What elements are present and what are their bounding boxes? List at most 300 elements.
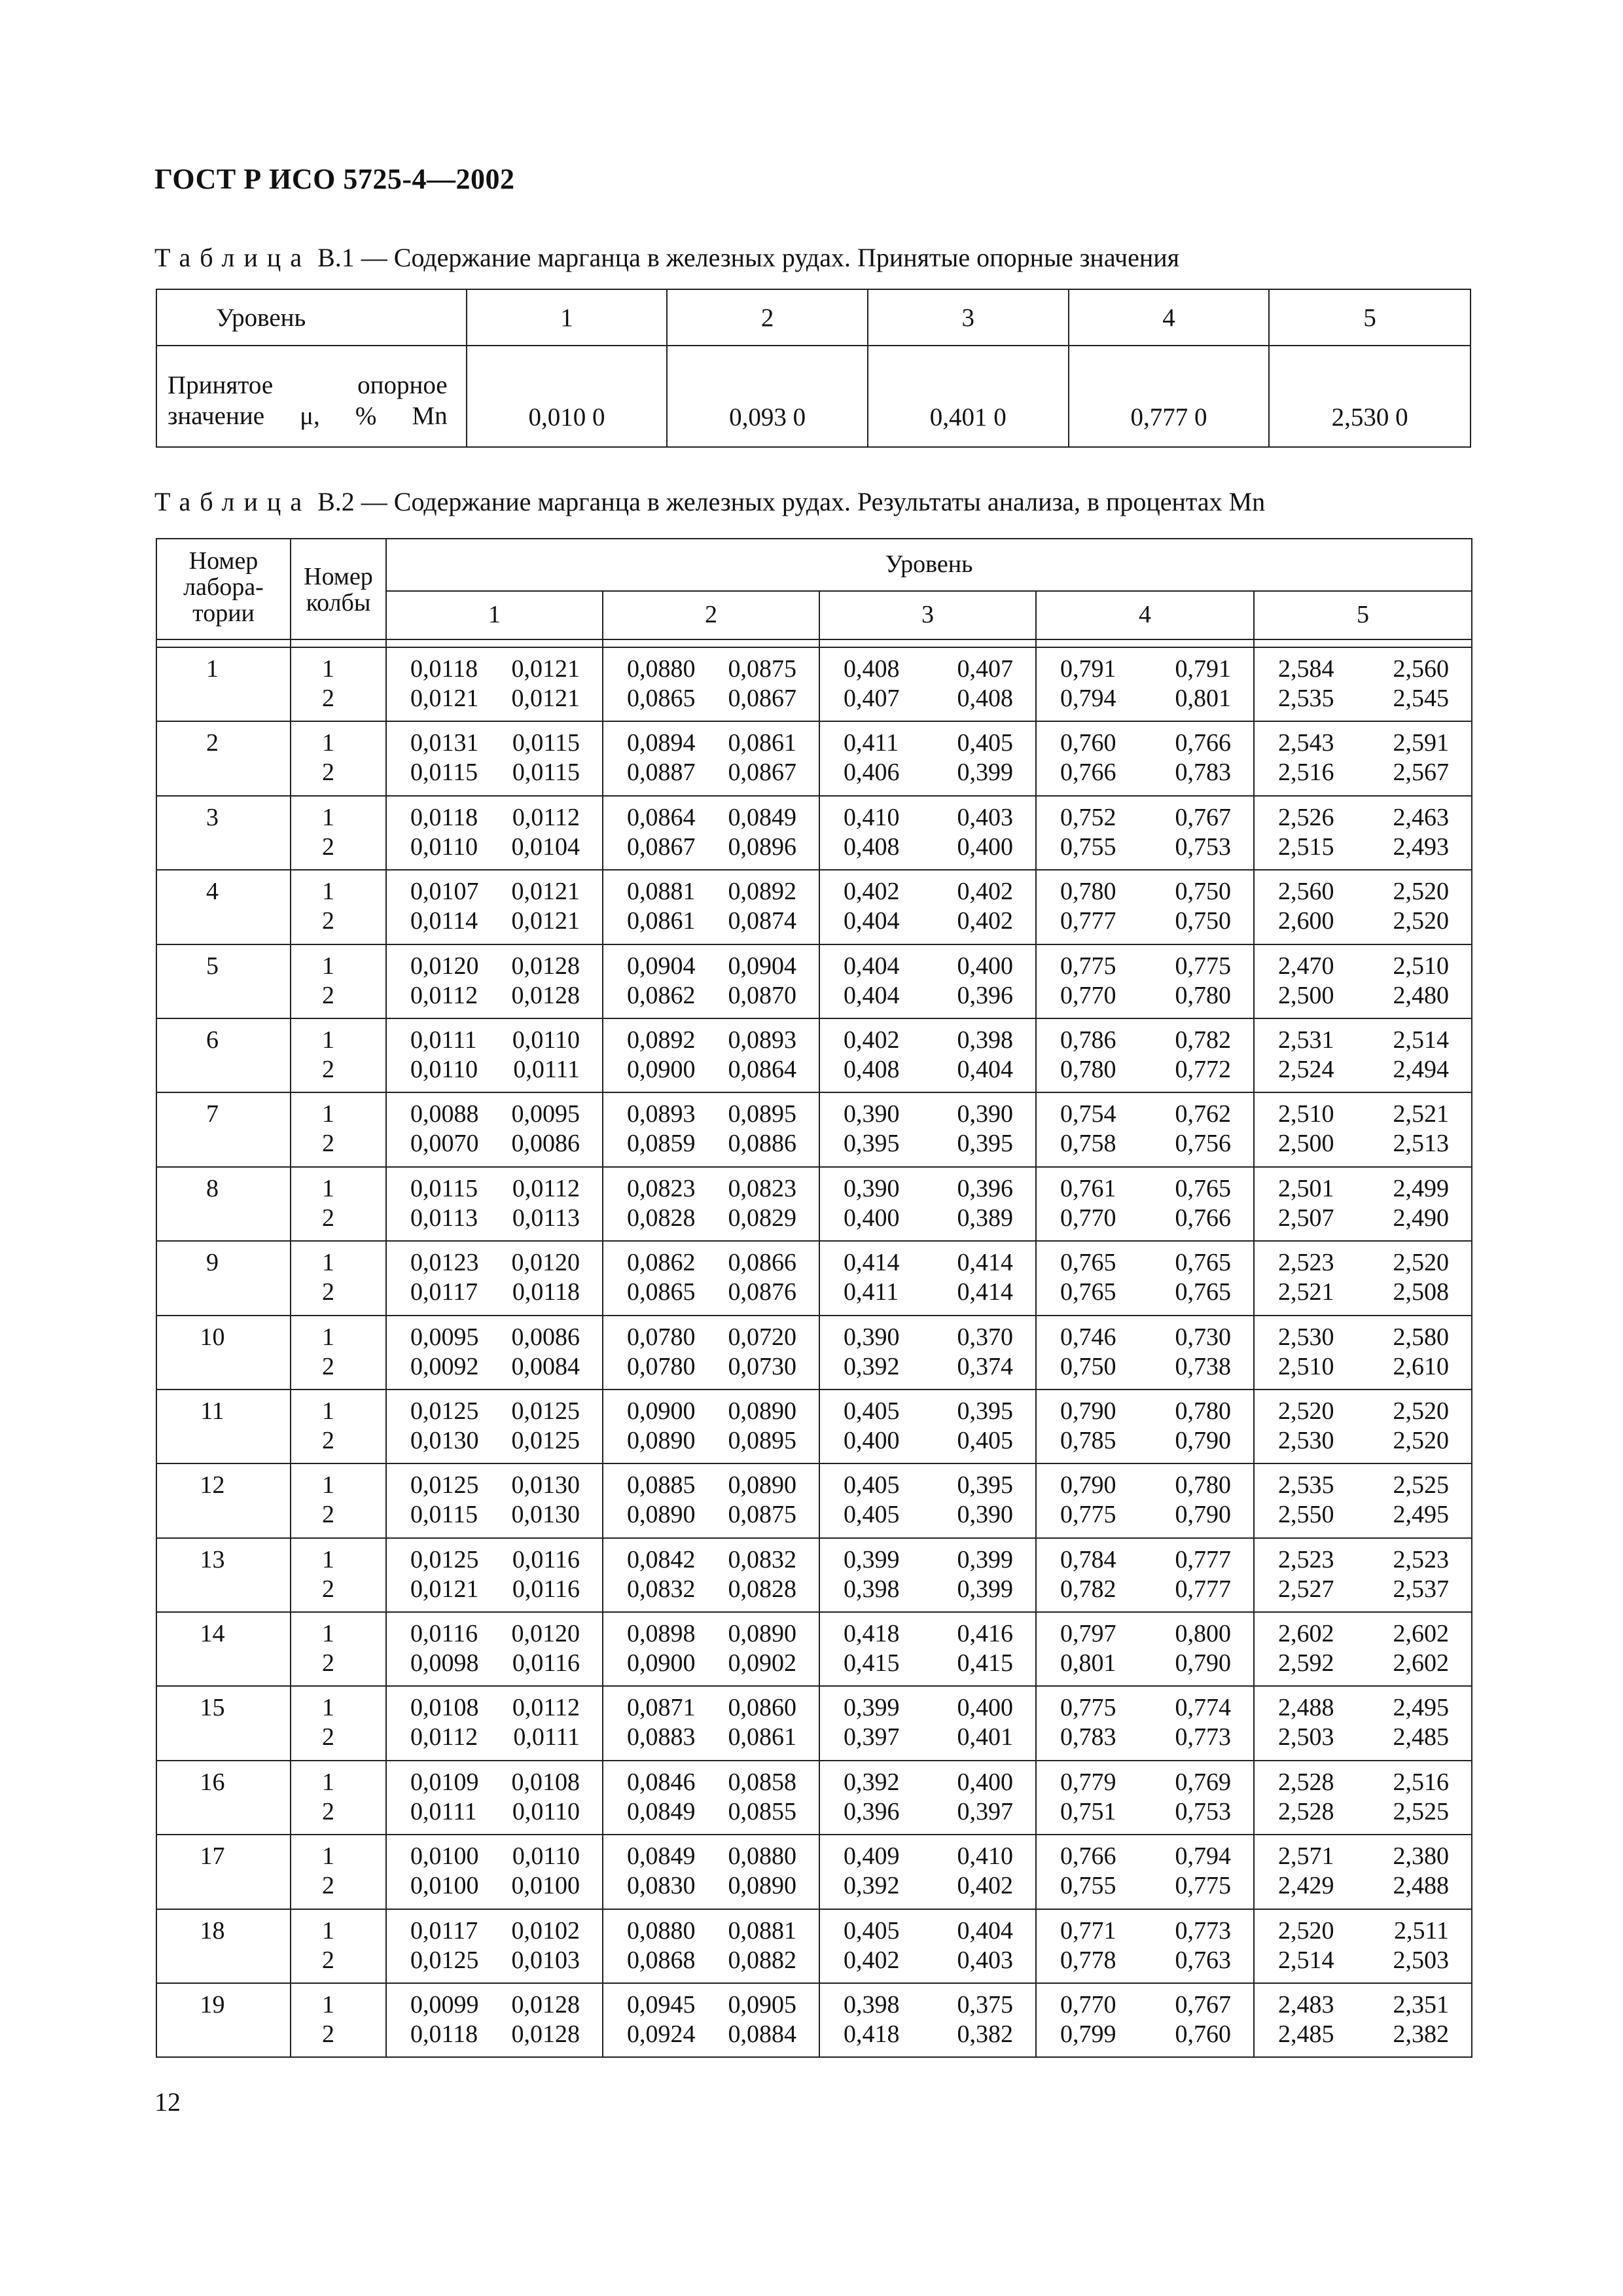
flask1-results (387, 1174, 602, 1204)
level-2-results (603, 796, 819, 870)
result-value: 0,399 (844, 1545, 900, 1573)
result-value: 0,786 (1060, 1026, 1116, 1054)
table2-level-number: 4 (1036, 591, 1254, 639)
table2-lab-header-line3: тории (192, 599, 255, 627)
result-value: 0,415 (844, 1649, 900, 1677)
result-value: 0,0900 (627, 1397, 696, 1425)
result-value: 0,0095 (410, 1323, 479, 1351)
result-value: 0,0123 (410, 1249, 479, 1277)
result-value: 0,0866 (728, 1249, 796, 1277)
result-value: 0,0125 (410, 1946, 479, 1974)
flask1-results (603, 1619, 819, 1649)
result-value: 0,0128 (511, 2020, 580, 2049)
result-value: 0,780 (1060, 878, 1116, 906)
lab-number: 11 (156, 1390, 291, 1463)
table2-lab-header-line1: Номер (188, 547, 259, 575)
result-value: 0,0882 (728, 1946, 796, 1974)
table2-flask-header-line1: Номер (304, 563, 373, 590)
result-value: 0,0880 (627, 655, 696, 683)
result-value: 2,528 (1278, 1768, 1334, 1796)
lab-number: 10 (156, 1316, 291, 1390)
flask2-results (387, 1426, 602, 1456)
result-value: 0,0118 (410, 2020, 478, 2049)
flask2-results (603, 1723, 819, 1752)
result-value: 2,429 (1278, 1872, 1334, 1900)
result-value: 2,494 (1393, 1055, 1450, 1083)
flask2-results (820, 1055, 1035, 1085)
level-1-results (386, 1241, 603, 1315)
result-value: 0,410 (957, 1842, 1013, 1871)
result-value: 2,500 (1278, 1130, 1334, 1158)
result-value: 0,760 (1175, 2020, 1231, 2049)
level-2-results (603, 1538, 819, 1612)
result-value: 0,0120 (511, 1249, 580, 1277)
result-value: 0,0121 (511, 878, 580, 906)
result-value: 0,0099 (410, 1991, 479, 2019)
result-value: 0,396 (957, 981, 1013, 1009)
result-value: 0,0865 (627, 1278, 696, 1306)
result-value: 0,396 (957, 1174, 1013, 1202)
level-4-results (1036, 1612, 1254, 1686)
flask1-results (387, 877, 602, 906)
flask-number: 1 (322, 1545, 334, 1573)
table-row (156, 796, 1472, 870)
flask2-results (1037, 906, 1253, 936)
flask2-results (1037, 1278, 1253, 1307)
flask-numbers (291, 1983, 386, 2057)
flask2-results (1255, 1129, 1471, 1158)
flask2-results (1037, 1723, 1253, 1752)
flask2-results (820, 833, 1035, 862)
flask2-results (820, 1723, 1035, 1752)
result-value: 2,520 (1278, 1397, 1334, 1425)
flask2-results (387, 1129, 602, 1158)
result-value: 2,602 (1278, 1620, 1334, 1648)
result-value: 0,0890 (728, 1620, 796, 1648)
flask2-results (820, 1946, 1035, 1975)
result-value: 0,0131 (410, 729, 479, 757)
result-value: 0,791 (1060, 655, 1116, 683)
result-value: 0,374 (957, 1352, 1013, 1380)
flask2-results (603, 1797, 819, 1827)
result-value: 0,407 (957, 655, 1013, 683)
flask-number: 2 (322, 1204, 334, 1232)
result-value: 0,0887 (627, 759, 696, 787)
result-value: 0,390 (844, 1323, 900, 1351)
result-value: 2,516 (1393, 1768, 1450, 1796)
flask2-results (1037, 833, 1253, 862)
result-value: 0,0110 (512, 1842, 580, 1871)
flask2-results (820, 981, 1035, 1011)
result-value: 0,0120 (511, 1620, 580, 1648)
flask2-results (387, 981, 602, 1011)
page-number: 12 (154, 2087, 181, 2117)
level-5-results (1254, 1909, 1472, 1983)
result-value: 0,771 (1060, 1916, 1116, 1945)
result-value: 0,405 (957, 729, 1013, 757)
result-value: 0,0900 (627, 1055, 696, 1083)
flask1-results (603, 655, 819, 684)
result-value: 0,0900 (627, 1649, 696, 1677)
result-value: 0,409 (844, 1842, 900, 1871)
level-3-results (819, 1612, 1036, 1686)
table-row (156, 1018, 1472, 1092)
level-1-results (386, 721, 603, 795)
flask1-results (820, 1990, 1035, 2020)
level-1-results (386, 870, 603, 944)
flask2-results (1037, 1797, 1253, 1827)
result-value: 0,0102 (511, 1916, 580, 1945)
result-value: 0,0881 (627, 878, 696, 906)
table2-caption-text: В.2 — Содержание марганца в железных рудах. Результаты анализа, в процентах Mn (317, 487, 1266, 516)
result-value: 2,537 (1393, 1575, 1450, 1603)
result-value: 0,0849 (627, 1842, 696, 1871)
result-value: 0,395 (957, 1397, 1013, 1425)
flask-number: 2 (322, 1352, 334, 1380)
result-value: 0,0088 (410, 1100, 479, 1128)
result-value: 0,401 (957, 1723, 1013, 1751)
flask-numbers (291, 1463, 386, 1537)
result-value: 0,790 (1060, 1471, 1116, 1499)
flask1-results (1037, 1100, 1253, 1129)
result-value: 0,0110 (410, 1055, 478, 1083)
result-value: 0,790 (1175, 1501, 1231, 1529)
level-1-results (386, 1390, 603, 1463)
result-value: 2,514 (1278, 1946, 1334, 1974)
result-value: 0,0112 (512, 1174, 580, 1202)
result-value: 2,591 (1393, 729, 1450, 757)
result-value: 2,470 (1278, 952, 1334, 980)
result-value: 0,0100 (511, 1872, 580, 1900)
result-value: 0,0890 (728, 1397, 796, 1425)
flask2-results (1037, 1946, 1253, 1975)
level-5-results (1254, 1241, 1472, 1315)
level-5-results (1254, 1538, 1472, 1612)
result-value: 0,0118 (410, 803, 478, 831)
lab-number: 12 (156, 1463, 291, 1537)
result-value: 0,397 (844, 1723, 900, 1751)
flask2-results (1255, 981, 1471, 1011)
result-value: 2,520 (1393, 1397, 1450, 1425)
level-3-results (819, 721, 1036, 795)
table2-level-number: 5 (1254, 591, 1472, 639)
flask1-results (603, 728, 819, 758)
result-value: 0,0861 (627, 907, 696, 935)
lab-number: 2 (156, 721, 291, 795)
result-value: 2,493 (1393, 833, 1450, 861)
result-value: 2,508 (1393, 1278, 1450, 1306)
table-row (156, 1761, 1472, 1835)
level-4-results (1036, 1983, 1254, 2057)
table2-flask-header-line2: колбы (306, 588, 371, 617)
result-value: 2,490 (1393, 1204, 1450, 1232)
level-1-results (386, 1761, 603, 1835)
flask-number: 2 (322, 1797, 334, 1825)
result-value: 2,485 (1393, 1723, 1450, 1751)
result-value: 0,777 (1175, 1545, 1231, 1573)
result-value: 0,0111 (513, 1723, 580, 1751)
result-value: 0,0875 (728, 655, 796, 683)
flask2-results (387, 1871, 602, 1901)
result-value: 0,0893 (728, 1026, 796, 1054)
flask1-results (1255, 1619, 1471, 1649)
result-value: 0,408 (844, 833, 900, 861)
result-value: 2,520 (1278, 1916, 1334, 1945)
flask-numbers (291, 1835, 386, 1909)
flask1-results (1037, 655, 1253, 684)
result-value: 0,0893 (627, 1100, 696, 1128)
flask1-results (820, 655, 1035, 684)
result-value: 0,753 (1175, 833, 1231, 861)
result-value: 0,0880 (728, 1842, 796, 1871)
result-value: 0,418 (844, 2020, 900, 2049)
flask1-results (1037, 1323, 1253, 1352)
result-value: 0,0884 (728, 2020, 796, 2049)
result-value: 0,770 (1060, 1204, 1116, 1232)
result-value: 0,0112 (512, 1694, 580, 1722)
level-5-results (1254, 1983, 1472, 2057)
table-row (156, 1390, 1472, 1463)
flask-number: 1 (322, 1620, 334, 1648)
level-5-results (1254, 1835, 1472, 1909)
flask1-results (1037, 1693, 1253, 1723)
flask-numbers (291, 1241, 386, 1315)
flask-number: 1 (322, 1916, 334, 1945)
flask2-results (820, 906, 1035, 936)
flask1-results (603, 1545, 819, 1575)
flask2-results (1255, 1723, 1471, 1752)
table-row (156, 1241, 1472, 1315)
result-value: 0,0095 (511, 1100, 580, 1128)
lab-number: 8 (156, 1167, 291, 1241)
table-row (156, 944, 1472, 1018)
flask1-results (820, 1174, 1035, 1204)
flask-numbers (291, 1612, 386, 1686)
result-value: 0,779 (1060, 1768, 1116, 1796)
flask1-results (820, 1545, 1035, 1575)
result-value: 0,400 (844, 1426, 900, 1454)
level-3-results (819, 1167, 1036, 1241)
result-value: 2,531 (1278, 1026, 1334, 1054)
flask1-results (1037, 1397, 1253, 1426)
result-value: 0,395 (957, 1130, 1013, 1158)
table-row (156, 1167, 1472, 1241)
level-1-results (386, 1463, 603, 1537)
level-1-results (386, 1983, 603, 2057)
flask2-results (1037, 758, 1253, 787)
result-value: 0,382 (957, 2020, 1013, 2049)
level-3-results (819, 1463, 1036, 1537)
result-value: 0,408 (844, 655, 900, 683)
flask-numbers (291, 944, 386, 1018)
result-value: 0,411 (844, 1278, 899, 1306)
flask1-results (387, 1545, 602, 1575)
result-value: 0,0864 (627, 803, 696, 831)
result-value: 0,0874 (728, 907, 796, 935)
flask1-results (387, 1768, 602, 1797)
result-value: 0,780 (1175, 1471, 1231, 1499)
flask-number: 2 (322, 833, 334, 861)
flask2-results (1037, 981, 1253, 1011)
flask1-results (387, 1842, 602, 1871)
result-value: 0,0862 (627, 981, 696, 1009)
flask1-results (1255, 1100, 1471, 1129)
result-value: 0,400 (957, 952, 1013, 980)
result-value: 0,0118 (410, 655, 478, 683)
level-4-results (1036, 1092, 1254, 1166)
result-value: 0,783 (1060, 1723, 1116, 1751)
level-3-results (819, 1909, 1036, 1983)
flask2-results (603, 833, 819, 862)
flask1-results (1037, 1471, 1253, 1500)
result-value: 0,0780 (627, 1352, 696, 1380)
flask1-results (603, 1916, 819, 1946)
flask1-results (1037, 1916, 1253, 1946)
flask2-results (1037, 1204, 1253, 1233)
result-value: 0,0895 (728, 1426, 796, 1454)
flask-number: 2 (322, 759, 334, 787)
flask1-results (820, 1323, 1035, 1352)
result-value: 0,415 (957, 1649, 1013, 1677)
result-value: 0,0114 (410, 907, 478, 935)
result-value: 0,765 (1175, 1249, 1231, 1277)
flask1-results (1255, 952, 1471, 981)
flask1-results (603, 877, 819, 906)
flask-number: 2 (322, 981, 334, 1009)
result-value: 0,774 (1175, 1694, 1231, 1722)
result-value: 2,516 (1278, 759, 1334, 787)
result-value: 0,801 (1060, 1649, 1116, 1677)
result-value: 0,0860 (728, 1694, 796, 1722)
level-1-results (386, 1316, 603, 1390)
result-value: 2,488 (1278, 1694, 1334, 1722)
table2-analysis-results (156, 538, 1472, 2058)
result-value: 2,463 (1393, 803, 1450, 831)
level-5-results (1254, 721, 1472, 795)
result-value: 0,0111 (410, 1797, 477, 1825)
level-4-results (1036, 1241, 1254, 1315)
result-value: 0,775 (1060, 1501, 1116, 1529)
result-value: 2,535 (1278, 685, 1334, 712)
level-2-results (603, 1241, 819, 1315)
result-value: 0,0121 (410, 1575, 479, 1603)
result-value: 0,0108 (410, 1694, 479, 1722)
result-value: 0,751 (1060, 1797, 1116, 1825)
level-4-results (1036, 796, 1254, 870)
result-value: 0,770 (1060, 1991, 1116, 2019)
result-value: 0,398 (957, 1026, 1013, 1054)
result-value: 2,521 (1393, 1100, 1450, 1128)
result-value: 0,404 (844, 952, 900, 980)
flask2-results (1037, 1649, 1253, 1678)
result-value: 0,0070 (410, 1130, 479, 1158)
result-value: 0,375 (957, 1991, 1013, 2019)
flask-number: 2 (322, 1872, 334, 1900)
level-4-results (1036, 1018, 1254, 1092)
flask2-results (603, 1500, 819, 1530)
result-value: 0,756 (1175, 1130, 1231, 1158)
flask1-results (820, 1026, 1035, 1055)
level-4-results (1036, 647, 1254, 721)
flask1-results (387, 1471, 602, 1500)
result-value: 0,0128 (511, 1991, 580, 2019)
level-4-results (1036, 721, 1254, 795)
result-value: 0,404 (957, 1055, 1013, 1083)
table2-level-number: 3 (819, 591, 1036, 639)
level-3-results (819, 1686, 1036, 1760)
result-value: 0,398 (844, 1991, 900, 2019)
result-value: 0,0870 (728, 981, 796, 1009)
flask1-results (1037, 877, 1253, 906)
level-5-results (1254, 870, 1472, 944)
flask2-results (820, 1426, 1035, 1456)
flask2-results (820, 2020, 1035, 2049)
result-value: 2,511 (1393, 1916, 1450, 1945)
result-value: 0,400 (957, 1768, 1013, 1796)
level-1-results (386, 1686, 603, 1760)
result-value: 2,550 (1278, 1501, 1334, 1529)
flask1-results (603, 1842, 819, 1871)
result-value: 0,770 (1060, 981, 1116, 1009)
result-value: 0,775 (1060, 952, 1116, 980)
flask2-results (820, 1575, 1035, 1604)
result-value: 2,584 (1278, 655, 1334, 683)
result-value: 2,580 (1393, 1323, 1450, 1351)
result-value: 0,404 (957, 1916, 1013, 1945)
result-value: 2,515 (1278, 833, 1334, 861)
result-value: 0,0115 (410, 1501, 478, 1529)
result-value: 0,0890 (627, 1426, 696, 1454)
level-5-results (1254, 1316, 1472, 1390)
result-value: 0,402 (844, 1946, 900, 1974)
flask1-results (1255, 1693, 1471, 1723)
table-row (156, 1463, 1472, 1537)
result-value: 0,0112 (410, 981, 478, 1009)
result-value: 0,0945 (627, 1991, 696, 2019)
result-value: 0,0896 (728, 833, 796, 861)
result-value: 0,0121 (511, 907, 580, 935)
flask-number: 1 (322, 655, 334, 683)
result-value: 0,785 (1060, 1426, 1116, 1454)
flask2-results (1255, 833, 1471, 862)
result-value: 0,0871 (627, 1694, 696, 1722)
result-value: 0,775 (1175, 952, 1231, 980)
flask1-results (1255, 877, 1471, 906)
table-row (156, 1316, 1472, 1390)
flask2-results (603, 758, 819, 787)
result-value: 0,0110 (512, 1026, 580, 1054)
level-2-results (603, 1909, 819, 1983)
table2-body (156, 647, 1472, 2057)
flask-numbers (291, 1538, 386, 1612)
result-value: 0,0886 (728, 1130, 796, 1158)
flask2-results (1255, 1204, 1471, 1233)
result-value: 0,0115 (410, 1174, 478, 1202)
flask-numbers (291, 1761, 386, 1835)
result-value: 2,528 (1278, 1797, 1334, 1825)
result-value: 0,753 (1175, 1797, 1231, 1825)
flask1-results (1037, 952, 1253, 981)
level-1-results (386, 1167, 603, 1241)
result-value: 2,520 (1393, 907, 1450, 935)
flask2-results (820, 1649, 1035, 1678)
result-value: 0,783 (1175, 759, 1231, 787)
flask2-results (603, 1575, 819, 1604)
result-value: 0,794 (1060, 685, 1116, 712)
result-value: 0,754 (1060, 1100, 1116, 1128)
flask2-results (1037, 1055, 1253, 1085)
result-value: 0,777 (1060, 907, 1116, 935)
